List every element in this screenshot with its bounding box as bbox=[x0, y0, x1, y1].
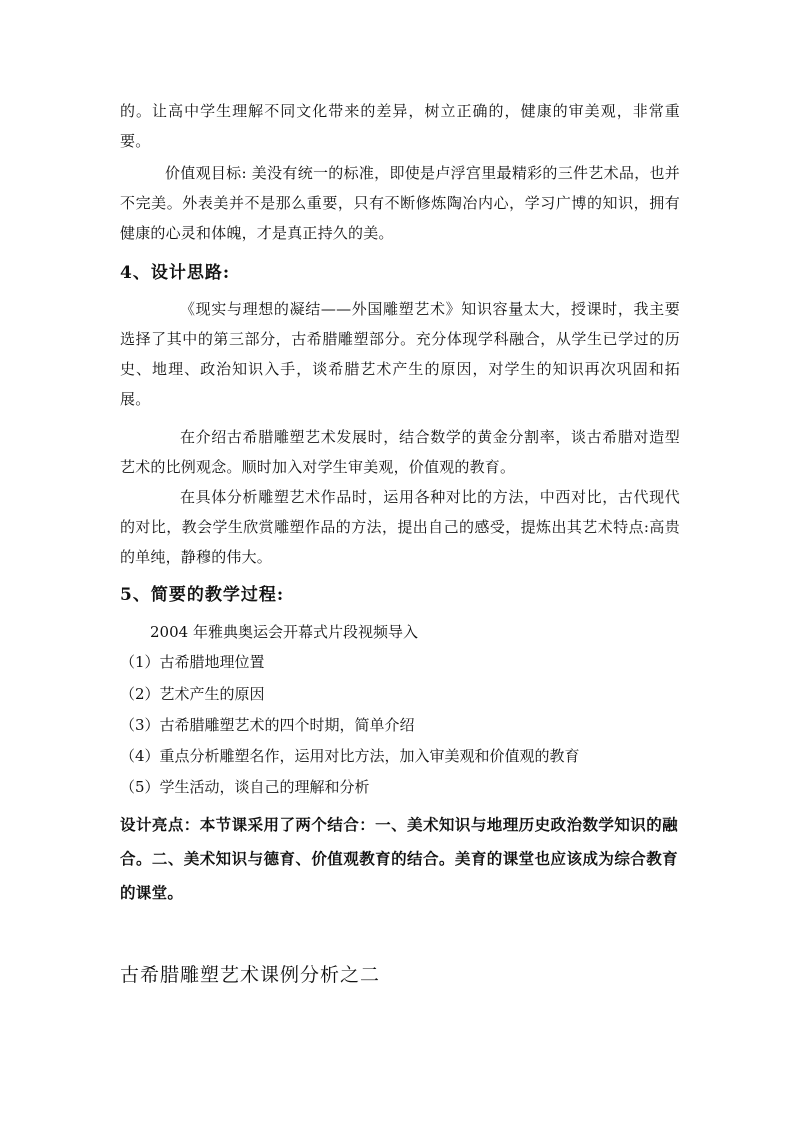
list-item: （2）艺术产生的原因 bbox=[120, 685, 265, 703]
paragraph-design-1: 《现实与理想的凝结——外国雕塑艺术》知识容量太大，授课时，我主要选择了其中的第三部分，古希腊雕塑部分。充分体现学科融合，从学生已学过的历史、地理、政治知识入手，谈希腊艺术产生的原因，对学生的知识再次巩固和拓展。 bbox=[120, 300, 680, 408]
list-item: （4）重点分析雕塑名作，运用对比方法，加入审美观和价值观的教育 bbox=[120, 747, 580, 765]
intro-line: 2004 年雅典奥运会开幕式片段视频导入 bbox=[150, 623, 418, 641]
list-item: （3）古希腊雕塑艺术的四个时期，简单介绍 bbox=[120, 716, 415, 734]
section-title: 古希腊雕塑艺术课例分析之二 bbox=[120, 964, 381, 986]
heading-design-ideas: 4、设计思路: bbox=[120, 263, 231, 283]
paragraph-values-goal: 价值观目标: 美没有统一的标准，即使是卢浮宫里最精彩的三件艺术品，也并不完美。外表美并不是那么重要，只有不断修炼陶冶内心，学习广博的知识，拥有健康的心灵和体魄，才是真正持久的美。 bbox=[120, 164, 680, 242]
heading-teaching-process: 5、简要的教学过程: bbox=[120, 585, 285, 605]
paragraph-continued: 的。让高中学生理解不同文化带来的差异，树立正确的，健康的审美观，非常重要。 bbox=[120, 102, 680, 150]
design-highlight: 设计亮点：本节课采用了两个结合：一、美术知识与地理历史政治数学知识的融合。二、美术知识与德育、价值观教育的结合。美育的课堂也应该成为综合教育的课堂。 bbox=[120, 815, 678, 902]
paragraph-design-3: 在具体分析雕塑艺术作品时，运用各种对比的方法，中西对比，古代现代的对比，教会学生欣赏雕塑作品的方法，提出自己的感受，提炼出其艺术特点:高贵的单纯，静穆的伟大。 bbox=[120, 488, 680, 566]
list-item: （1）古希腊地理位置 bbox=[120, 653, 265, 671]
paragraph-design-2: 在介绍古希腊雕塑艺术发展时，结合数学的黄金分割率，谈古希腊对造型艺术的比例观念。顺时加入对学生审美观，价值观的教育。 bbox=[120, 428, 680, 476]
list-item: （5）学生活动，谈自己的理解和分析 bbox=[120, 778, 370, 796]
